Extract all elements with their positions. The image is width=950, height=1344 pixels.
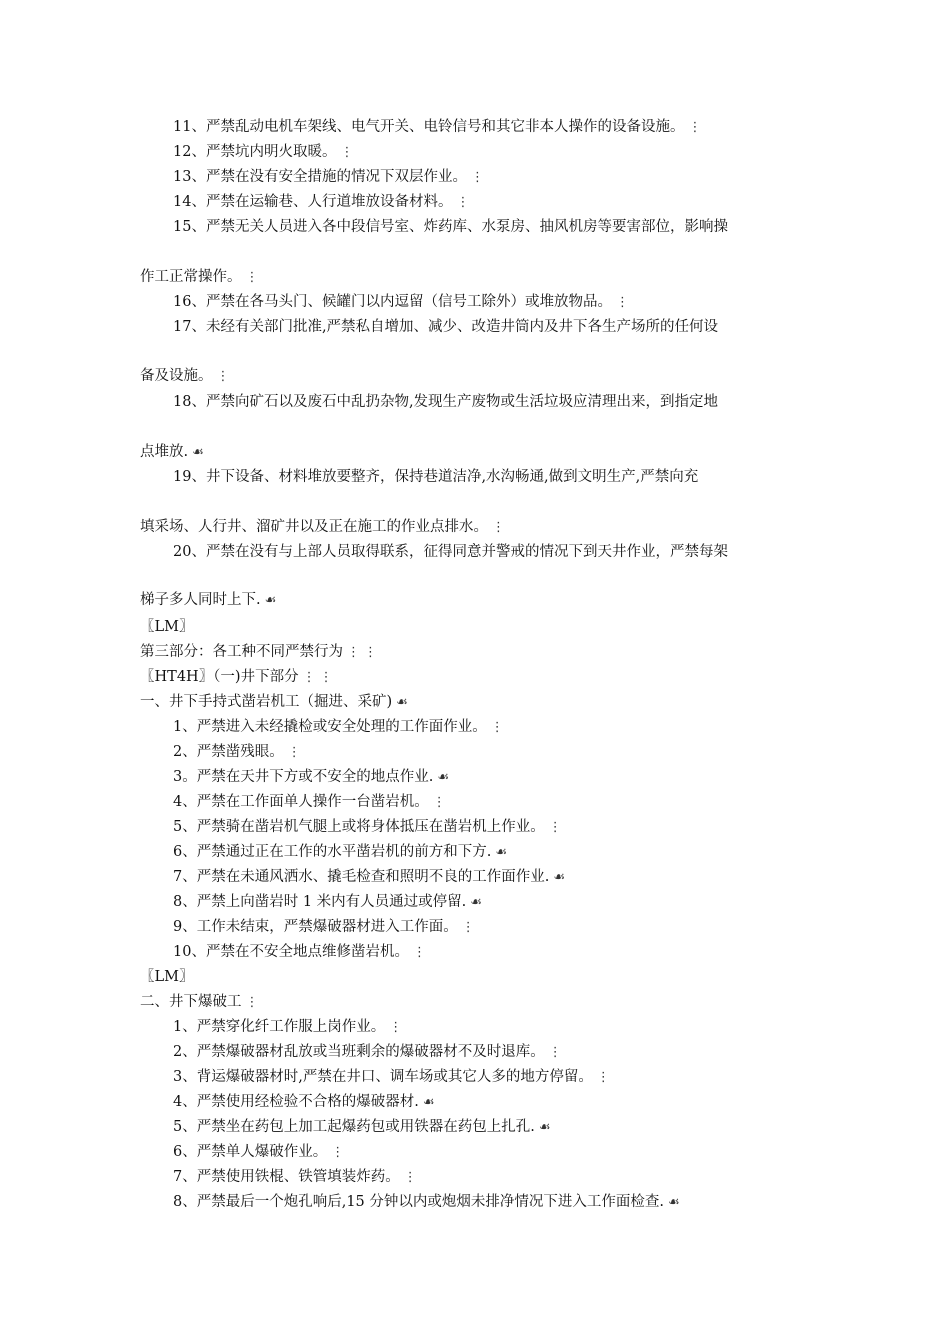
- text-line: [173, 1043, 562, 1062]
- line-text: 〖HT4H〗（一)井下部分: [140, 669, 299, 685]
- text-line: [140, 618, 193, 636]
- line-end-colon-mark: ⋮: [389, 1020, 403, 1035]
- text-line: [173, 1193, 680, 1212]
- line-text: 〖LM〗: [140, 619, 194, 635]
- line-end-colon-mark: ⋮: [490, 720, 504, 735]
- line-end-colon-mark: ⋮: [596, 1070, 610, 1085]
- line-text: 作工正常操作。: [140, 269, 242, 285]
- line-end-colon-mark: ⋮: [548, 1045, 562, 1060]
- line-text: 梯子多人同时上下.: [140, 592, 261, 608]
- line-end-colon-mark: ⋮: [470, 170, 484, 185]
- text-line: [173, 1068, 610, 1087]
- line-text: 〖LM〗: [140, 969, 194, 985]
- line-end-colon-mark: ⋮: [492, 520, 505, 535]
- line-text: 5、严禁坐在药包上加工起爆药包或用铁器在药包上扎孔.: [173, 1119, 535, 1135]
- text-line: [173, 468, 698, 486]
- line-text: 19、井下设备、材料堆放要整齐，保持巷道洁净,水沟畅通,做到文明生产,严禁向充: [173, 469, 699, 485]
- text-line: [140, 367, 230, 386]
- line-end-colon-mark: ⋮: [548, 820, 562, 835]
- line-text: 8、严禁上向凿岩时 1 米内有人员通过或停留.: [173, 894, 467, 910]
- text-line: [173, 318, 718, 336]
- line-text: 6、严禁通过正在工作的水平凿岩机的前方和下方.: [173, 844, 492, 860]
- text-line: [173, 118, 701, 137]
- line-end-colon-mark: ⋮: [615, 295, 629, 310]
- text-line: [140, 443, 204, 462]
- line-text: 16、严禁在各马头门、候罐门以内逗留（信号工除外）或堆放物品。: [173, 294, 612, 310]
- line-end-colon-mark: ⋮: [403, 1170, 417, 1185]
- line-end-colon-mark: ⋮: [432, 795, 446, 810]
- line-end-colon-mark: ⋮: [245, 995, 259, 1010]
- text-line: [140, 668, 333, 687]
- line-text: 3、背运爆破器材时,严禁在井口、调车场或其它人多的地方停留。: [173, 1069, 593, 1085]
- text-line: [173, 168, 484, 187]
- text-line: [140, 693, 408, 712]
- line-text: 3。严禁在天井下方或不安全的地点作业.: [173, 769, 434, 785]
- line-text: 2、严禁爆破器材乱放或当班剩余的爆破器材不及时退库。: [173, 1044, 545, 1060]
- line-text: 20、严禁在没有与上部人员取得联系，征得同意并警戒的情况下到天井作业，严禁每架: [173, 544, 728, 560]
- line-text: 7、严禁使用铁棍、铁管填装炸药。: [173, 1169, 400, 1185]
- line-end-hand-icon: ☙: [437, 770, 449, 785]
- line-text: 二、井下爆破工: [140, 994, 242, 1010]
- line-end-colon-mark: ⋮: [412, 945, 426, 960]
- line-end-colon-mark: ⋮: [302, 670, 316, 685]
- text-line: [173, 1093, 435, 1112]
- line-end-hand-icon: ☙: [422, 1095, 435, 1110]
- line-end-hand-icon: ☙: [553, 870, 565, 885]
- line-text: 15、严禁无关人员进入各中段信号室、炸药库、水泵房、抽风机房等要害部位，影响操: [173, 219, 728, 235]
- line-text: 一、井下手持式凿岩机工（掘进、采矿): [140, 694, 393, 710]
- line-text: 11、严禁乱动电机车架线、电气开关、电铃信号和其它非本人操作的设备设施。: [173, 119, 685, 135]
- text-line: [173, 868, 565, 887]
- text-line: [173, 718, 504, 737]
- text-line: [173, 193, 469, 212]
- line-end-hand-icon: ☙: [192, 445, 204, 460]
- text-line: [173, 393, 718, 411]
- text-line: [173, 293, 629, 312]
- line-text: 2、严禁凿残眼。: [173, 744, 284, 760]
- line-end-colon-mark: ⋮: [461, 920, 475, 935]
- text-line: [140, 518, 505, 537]
- line-end-hand-icon: ☙: [396, 695, 408, 710]
- line-end-colon-mark: ⋮: [456, 195, 470, 210]
- line-end-hand-icon: ☙: [470, 895, 482, 910]
- text-line: [140, 968, 193, 986]
- line-text: 1、严禁穿化纤工作服上岗作业。: [173, 1019, 386, 1035]
- line-text: 备及设施。: [140, 368, 213, 384]
- line-text: 17、未经有关部门批准,严禁私自增加、减少、改造井筒内及井下各生产场所的任何设: [173, 319, 719, 335]
- line-end-hand-icon: ☙: [495, 845, 507, 860]
- text-line: [140, 643, 377, 662]
- text-line: [173, 1168, 417, 1187]
- line-end-colon-mark: ⋮: [331, 1145, 345, 1160]
- line-end-hand-icon: ☙: [668, 1195, 680, 1210]
- line-end-colon-mark: ⋮: [287, 745, 301, 760]
- line-text: 13、严禁在没有安全措施的情况下双层作业。: [173, 169, 467, 185]
- text-line: [173, 1118, 551, 1137]
- text-line: [173, 768, 449, 787]
- text-line: [140, 591, 276, 610]
- line-text: 1、严禁进入未经撬检或安全处理的工作面作业。: [173, 719, 487, 735]
- line-end-colon-mark: ⋮: [364, 645, 377, 660]
- text-line: [173, 743, 301, 762]
- text-line: [173, 793, 446, 812]
- text-line: [173, 843, 507, 862]
- line-end-colon-mark: ⋮: [347, 645, 360, 660]
- line-end-colon-mark: ⋮: [245, 270, 259, 285]
- line-text: 填采场、人行井、溜矿井以及正在施工的作业点排水。: [140, 519, 488, 535]
- line-end-hand-icon: ☙: [264, 593, 277, 608]
- line-text: 12、严禁坑内明火取暖。: [173, 144, 337, 160]
- text-line: [173, 918, 475, 937]
- line-end-colon-mark: ⋮: [340, 145, 354, 160]
- line-text: 第三部分：各工种不同严禁行为: [140, 644, 343, 660]
- text-line: [173, 218, 728, 236]
- line-text: 7、严禁在未通风洒水、撬毛检查和照明不良的工作面作业.: [173, 869, 550, 885]
- text-line: [173, 893, 482, 912]
- line-text: 6、严禁单人爆破作业。: [173, 1144, 328, 1160]
- text-line: [140, 993, 259, 1012]
- text-line: [173, 943, 426, 962]
- line-text: 9、工作未结束，严禁爆破器材进入工作面。: [173, 919, 458, 935]
- text-line: [173, 543, 728, 561]
- line-text: 4、严禁使用经检验不合格的爆破器材.: [173, 1094, 419, 1110]
- text-line: [173, 143, 353, 162]
- line-text: 10、严禁在不安全地点维修凿岩机。: [173, 944, 409, 960]
- text-line: [173, 1143, 344, 1162]
- line-text: 18、严禁向矿石以及废石中乱扔杂物,发现生产废物或生活垃圾应清理出来，到指定地: [173, 394, 719, 410]
- text-line: [173, 818, 562, 837]
- line-text: 8、严禁最后一个炮孔响后,15 分钟以内或炮烟未排净情况下进入工作面检查.: [173, 1194, 665, 1210]
- line-text: 4、严禁在工作面单人操作一台凿岩机。: [173, 794, 429, 810]
- line-end-hand-icon: ☙: [538, 1120, 551, 1135]
- text-line: [173, 1018, 402, 1037]
- line-end-colon-mark: ⋮: [319, 670, 333, 685]
- text-line: [140, 268, 259, 287]
- line-text: 点堆放.: [140, 444, 189, 460]
- line-text: 14、严禁在运输巷、人行道堆放设备材料。: [173, 194, 453, 210]
- line-end-colon-mark: ⋮: [688, 120, 702, 135]
- line-end-colon-mark: ⋮: [216, 369, 230, 384]
- line-text: 5、严禁骑在凿岩机气腿上或将身体抵压在凿岩机上作业。: [173, 819, 545, 835]
